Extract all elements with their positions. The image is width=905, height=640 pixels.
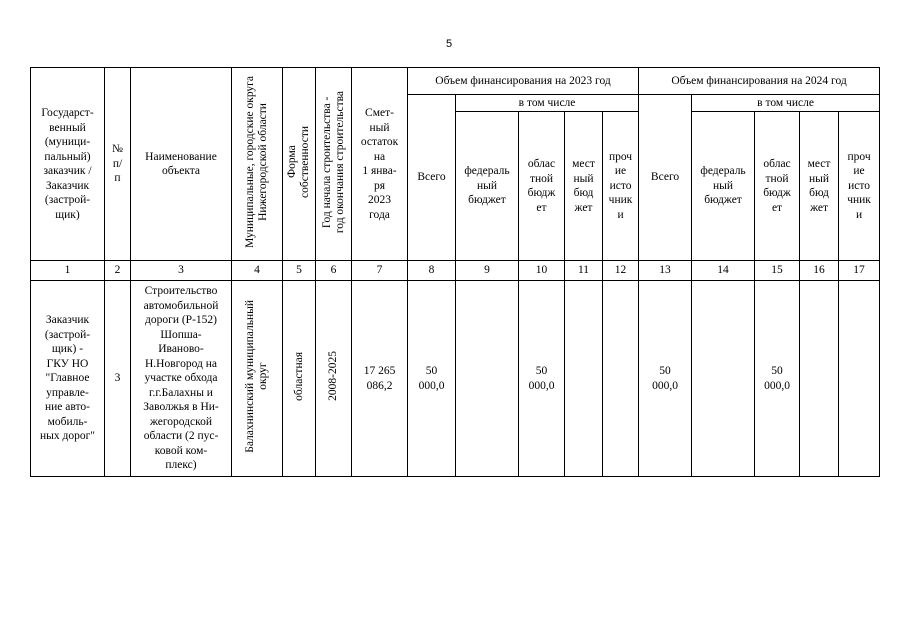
header-including-2024: в том числе xyxy=(692,95,880,112)
column-number: 16 xyxy=(800,261,839,281)
column-number: 12 xyxy=(603,261,639,281)
header-total-2024: Всего xyxy=(639,95,692,261)
header-funding-2024: Объем финансирования на 2024 год xyxy=(639,68,880,95)
header-customer: Государст- венный (муници- пальный) заказчик / Заказчик (застрой- щик) xyxy=(31,68,105,261)
row-customer: Заказчик (застрой- щик) - ГКУ НО "Главное управле- ние авто- мобиль- ных дорог" xyxy=(31,281,105,477)
header-estimate: Смет- ный остаток на 1 янва- ря 2023 года xyxy=(352,68,408,261)
row-municipality: Балахнинский муниципальный округ xyxy=(232,281,283,477)
column-number: 10 xyxy=(519,261,565,281)
column-number: 4 xyxy=(232,261,283,281)
header-regional-2024: облас тной бюдж ет xyxy=(755,112,800,261)
column-number: 11 xyxy=(565,261,603,281)
column-number: 3 xyxy=(131,261,232,281)
row-total-2023: 50 000,0 xyxy=(408,281,456,477)
row-other-2024 xyxy=(839,281,880,477)
header-ownership: Форма собственности xyxy=(283,68,316,261)
row-other-2023 xyxy=(603,281,639,477)
column-number: 13 xyxy=(639,261,692,281)
page-number: 5 xyxy=(446,38,453,50)
row-local-2023 xyxy=(565,281,603,477)
column-number: 6 xyxy=(316,261,352,281)
row-object-name: Строительство автомобильной дороги (Р-152) Шопша- Иваново- Н.Новгород на участке обхода г.г.Балахны и Заволжья в Ни- жегородской области (2 пус- ковой ком- плекс) xyxy=(131,281,232,477)
row-local-2024 xyxy=(800,281,839,477)
header-years: Год начала строительства - год окончания строительства xyxy=(316,68,352,261)
header-other-2023: проч ие исто чник и xyxy=(603,112,639,261)
row-regional-2024: 50 000,0 xyxy=(755,281,800,477)
column-number: 7 xyxy=(352,261,408,281)
row-number: 3 xyxy=(105,281,131,477)
funding-table-container xyxy=(30,67,879,479)
header-funding-2023: Объем финансирования на 2023 год xyxy=(408,68,639,95)
column-number: 15 xyxy=(755,261,800,281)
row-regional-2023: 50 000,0 xyxy=(519,281,565,477)
table-row xyxy=(31,281,880,477)
header-local-2024: мест ный бюд жет xyxy=(800,112,839,261)
funding-table xyxy=(30,67,880,477)
column-number: 1 xyxy=(31,261,105,281)
header-federal-2023: федераль ный бюджет xyxy=(456,112,519,261)
column-number: 8 xyxy=(408,261,456,281)
column-number: 2 xyxy=(105,261,131,281)
row-federal-2024 xyxy=(692,281,755,477)
row-years: 2008-2025 xyxy=(316,281,352,477)
column-number: 5 xyxy=(283,261,316,281)
header-total-2023: Всего xyxy=(408,95,456,261)
column-number-row xyxy=(31,261,880,281)
column-number: 14 xyxy=(692,261,755,281)
row-total-2024: 50 000,0 xyxy=(639,281,692,477)
header-other-2024: проч ие исто чник и xyxy=(839,112,880,261)
header-row-number: № п/ п xyxy=(105,68,131,261)
header-regional-2023: облас тной бюдж ет xyxy=(519,112,565,261)
header-municipality: Муниципальные, городские округа Нижегородской области xyxy=(232,68,283,261)
header-federal-2024: федераль ный бюджет xyxy=(692,112,755,261)
header-local-2023: мест ный бюд жет xyxy=(565,112,603,261)
header-object-name: Наименование объекта xyxy=(131,68,232,261)
column-number: 17 xyxy=(839,261,880,281)
row-ownership: областная xyxy=(283,281,316,477)
header-including-2023: в том числе xyxy=(456,95,639,112)
column-number: 9 xyxy=(456,261,519,281)
row-estimate: 17 265 086,2 xyxy=(352,281,408,477)
row-federal-2023 xyxy=(456,281,519,477)
